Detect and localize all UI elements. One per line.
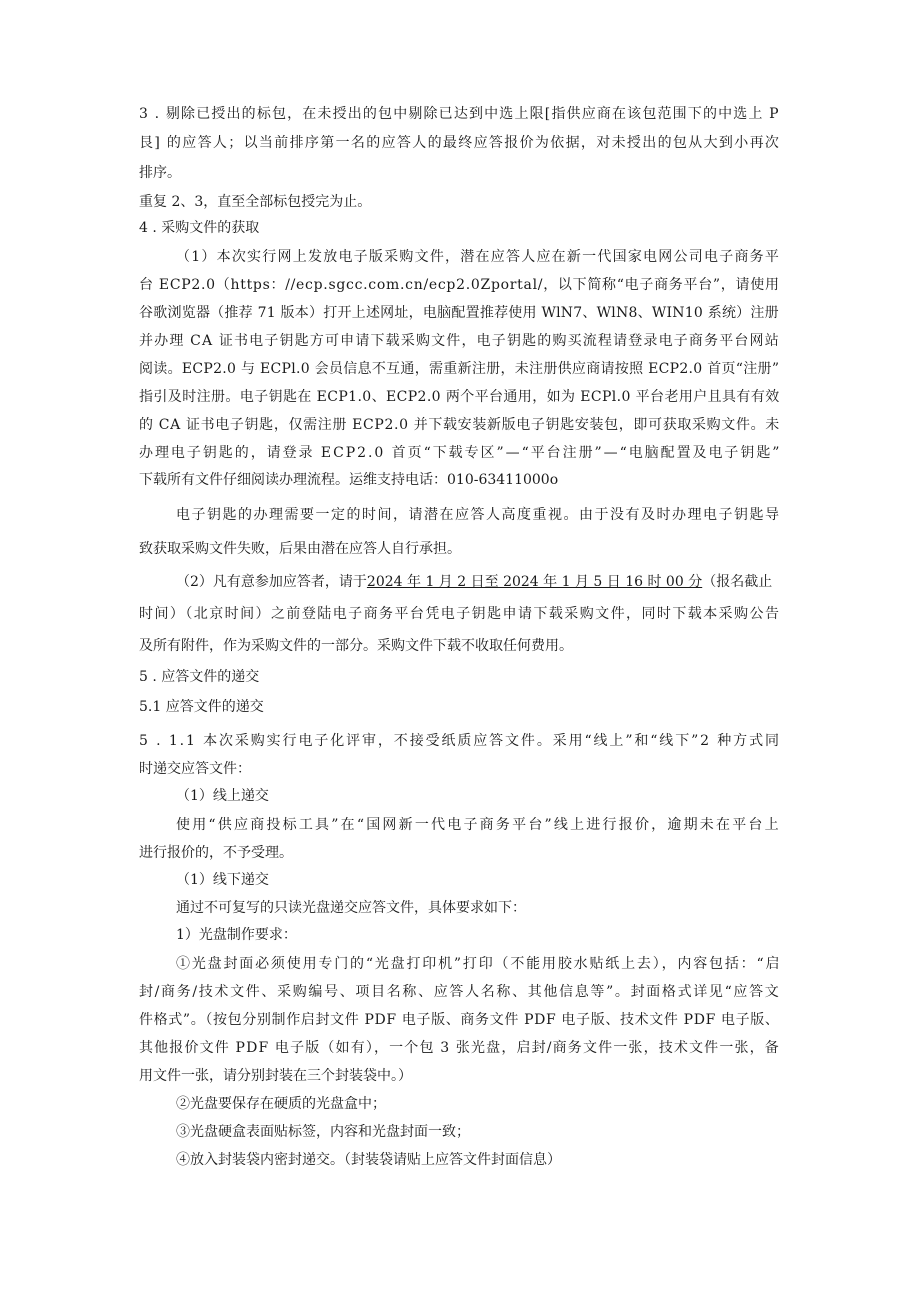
text-line — [139, 1010, 780, 1030]
line-text: 电子钥匙的办理需要一定的时间，请潜在应答人高度重视。由于没有及时办理电子钥匙导 — [176, 507, 781, 523]
line-text: 致获取采购文件失败，后果由潜在应答人自行承担。 — [139, 541, 461, 557]
line-text: 3 . 剔除已授出的标包，在未授出的包中剔除已达到中选上限[指供应商在该包范围下的中选上 P — [139, 106, 780, 122]
line-text: 阅读。ECP2.0 与 ECPl.0 会员信息不互通，需重新注册，未注册供应商请按照 ECP2.0 首页“注册” — [139, 361, 780, 377]
text-line — [139, 759, 251, 779]
text-line — [176, 925, 297, 945]
text-line — [139, 218, 259, 238]
line-text: 5.1 应答文件的递交 — [139, 699, 264, 715]
line-text: 时间）（北京时间）之前登陆电子商务平台凭电子钥匙申请下载采购文件，同时下载本采购公告 — [139, 606, 781, 622]
line-text: 排序。 — [139, 165, 181, 181]
line-text: 艮] 的应答人；以当前排序第一名的应答人的最终应答报价为依据，对未授出的包从大到小再次 — [139, 135, 781, 151]
line-text: 及所有附件，作为采购文件的一部分。采购文件下载不收取任何费用。 — [139, 638, 573, 654]
text-line — [139, 303, 779, 323]
text-line — [139, 697, 264, 717]
line-text: 5 . 应答文件的递交 — [139, 669, 260, 685]
line-text: ④放入封装袋内密封递交。（封装袋请贴上应答文件封面信息） — [176, 1152, 561, 1168]
line-text: ②光盘要保存在硬质的光盘盒中； — [176, 1096, 386, 1112]
text-line — [139, 359, 779, 379]
line-text: （1）本次实行网上发放电子版采购文件，潜在应答人应在新一代国家电网公司电子商务平 — [176, 249, 781, 265]
line-text: 4 . 采购文件的获取 — [139, 220, 260, 236]
text-line — [139, 443, 781, 463]
line-text: 件格式”。（按包分别制作启封文件 PDF 电子版、商务文件 PDF 电子版、技术文件 PDF 电子版、 — [139, 1012, 780, 1028]
line-text: （1）线下递交 — [176, 872, 269, 888]
text-line — [139, 731, 781, 751]
text-line — [176, 1150, 561, 1170]
text-line — [176, 1094, 386, 1114]
line-text: 办理电子钥匙的，请登录 ECP2.0 首页“下载专区”—“平台注册”—“电脑配置及电子钥匙” — [139, 445, 782, 461]
line-text: 时递交应答文件： — [139, 761, 251, 777]
line-text: 5 . 1.1 本次采购实行电子化评审，不接受纸质应答文件。采用“线上”和“线下”2 种方式同 — [139, 733, 781, 749]
line-text: 台 ECP2.0（https：//ecp.sgcc.com.cn/ecp2.0Zportal/，以下简称“电子商务平台”，请使用 — [139, 277, 780, 293]
text-line — [139, 275, 780, 295]
deadline-text: 2024 年 1 月 2 日至 2024 年 1 月 5 日 16 时 00 分 — [366, 574, 703, 590]
text-line — [139, 470, 558, 490]
line-text: ③光盘硬盒表面贴标签，内容和光盘封面一致； — [176, 1124, 470, 1140]
text-line — [139, 982, 780, 1002]
text-line — [176, 1122, 470, 1142]
text-line — [139, 636, 573, 656]
text-line — [176, 786, 269, 806]
line-text: （2）凡有意参加应答者，请于 — [176, 574, 367, 590]
line-text: 使用“供应商投标工具”在“国网新一代电子商务平台”线上进行报价，逾期未在平台上 — [176, 817, 781, 833]
line-text: （1）线上递交 — [176, 788, 269, 804]
text-line — [139, 104, 780, 124]
text-line — [139, 539, 461, 559]
line-text: 指引及时注册。电子钥匙在 ECP1.0、ECP2.0 两个平台通用，如为 ECPl.0 平台老用户且具有有效 — [139, 389, 780, 405]
line-text: 并办理 CA 证书电子钥匙方可申请下载采购文件，电子钥匙的购买流程请登录电子商务平台网站 — [139, 333, 780, 349]
text-line — [139, 415, 780, 435]
line-text: ①光盘封面必须使用专门的“光盘打印机”打印（不能用胶水贴纸上去），内容包括：“启 — [176, 956, 782, 972]
line-text: 的 CA 证书电子钥匙，仅需注册 ECP2.0 并下载安装新版电子钥匙安装包，即可获取采购文件。未 — [139, 417, 780, 433]
line-text: 进行报价的，不予受理。 — [139, 845, 293, 861]
text-line — [176, 815, 781, 835]
text-line — [139, 667, 259, 687]
text-line — [139, 604, 780, 624]
text-line — [139, 331, 780, 351]
text-line — [176, 505, 781, 525]
text-line — [176, 954, 781, 974]
line-text: 封/商务/技术文件、采购编号、项目名称、应答人名称、其他信息等”。封面格式详见“应答文 — [139, 984, 781, 1000]
text-line — [139, 1066, 412, 1086]
line-text: 下载所有文件仔细阅读办理流程。运维支持电话：010-63411000o — [139, 472, 559, 488]
text-line — [139, 843, 293, 863]
line-text: 重复 2、3，直至全部标包授完为止。 — [139, 194, 372, 210]
text-line — [176, 247, 780, 267]
line-suffix: （报名截止 — [702, 574, 773, 590]
text-line — [176, 870, 269, 890]
text-line — [139, 1038, 780, 1058]
text-line — [139, 133, 780, 153]
line-text: 通过不可复写的只读光盘递交应答文件，具体要求如下： — [176, 900, 526, 916]
text-line — [176, 572, 772, 592]
text-line — [139, 387, 780, 407]
line-text: 用文件一张，请分别封装在三个封装袋中。） — [139, 1068, 412, 1084]
text-line — [176, 898, 526, 918]
line-text: 其他报价文件 PDF 电子版（如有），一个包 3 张光盘，启封/商务文件一张，技术文件一张，备 — [139, 1040, 780, 1056]
line-text: 谷歌浏览器（推荐 71 版本）打开上述网址，电脑配置推荐使用 WlN7、WlN8、WIN10 系统）注册 — [139, 305, 779, 321]
line-text: 1）光盘制作要求： — [176, 927, 297, 943]
text-line — [139, 163, 181, 183]
text-line — [139, 192, 371, 212]
